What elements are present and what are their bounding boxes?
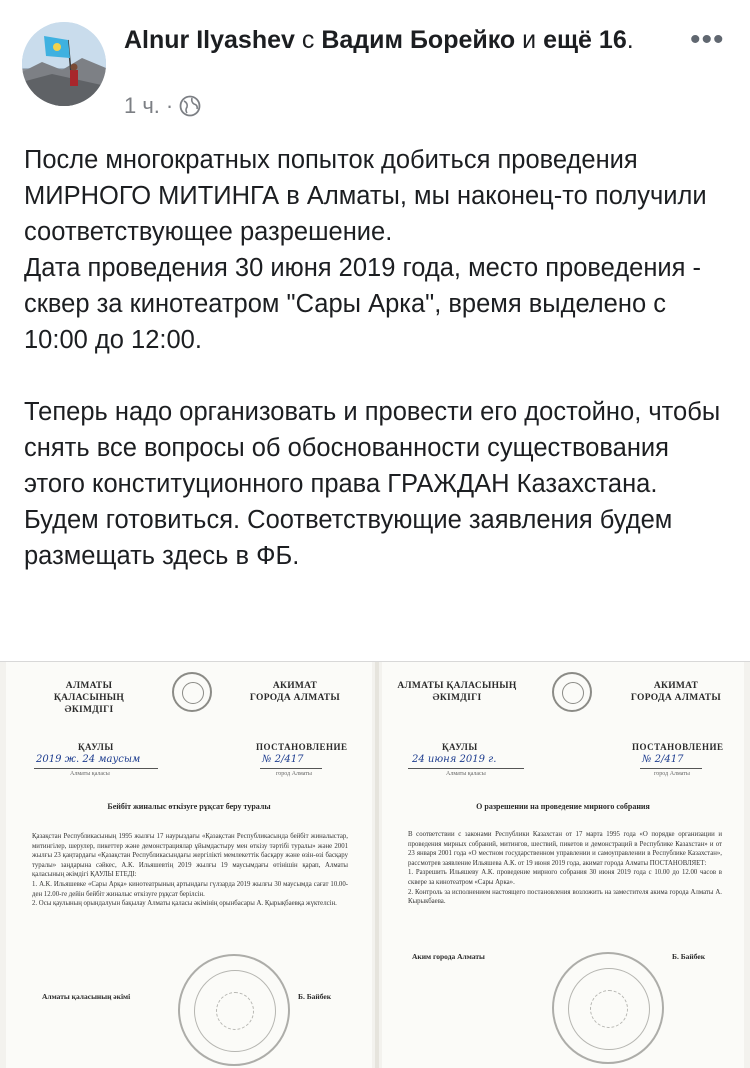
doc-number-handwritten: № 2/417 (642, 754, 684, 765)
doc-kind-left: ҚАУЛЫ (442, 742, 478, 752)
author-name[interactable]: Alnur Ilyashev (124, 26, 295, 54)
doc-date-handwritten: 2019 ж. 24 маусым (36, 754, 141, 765)
more-dots-icon[interactable]: ••• (690, 23, 725, 56)
doc-sign-name: Б. Байбек (298, 992, 332, 1001)
doc-title: Бейбіт жиналыс өткізуге рұқсат беру туралы (107, 802, 271, 811)
doc-header-right: АКИМАТ ГОРОДА АЛМАТЫ (249, 681, 341, 703)
post-photo[interactable] (0, 661, 750, 1068)
post-paragraph-1: После многократных попыток добиться проведения МИРНОГО МИТИНГА в Алматы, мы наконец-то получили соответствующее разрешение. (24, 146, 707, 246)
and-word: и (522, 26, 537, 54)
doc-sign-name: Б. Байбек (672, 952, 706, 961)
date-underline (408, 768, 524, 769)
doc-header-right: АКИМАТ ГОРОДА АЛМАТЫ (630, 681, 722, 703)
document-russian (382, 662, 744, 1068)
post-time[interactable]: 1 ч. (124, 93, 160, 118)
document-kazakh (6, 662, 372, 1068)
post-header (0, 0, 750, 130)
tagged-others[interactable]: ещё 16 (543, 26, 627, 54)
post-paragraph-3: Теперь надо организовать и провести его достойно, чтобы снять все вопросы об обоснованности существования этого конституционного права ГРАЖДАН Казахстана. Будем готовиться. Соответствующие заявления будем размещать здесь в ФБ. (24, 398, 721, 570)
doc-date-handwritten: 24 июня 2019 г. (412, 754, 497, 765)
stamp-seal (178, 954, 290, 1066)
doc-kind-left: ҚАУЛЫ (78, 742, 114, 752)
emblem-icon (552, 672, 592, 712)
doc-title: О разрешении на проведение мирного собрания (476, 802, 650, 811)
date-underline (34, 768, 158, 769)
globe-icon (179, 95, 201, 117)
period: . (626, 26, 634, 54)
tagged-person[interactable]: Вадим Борейко (321, 26, 516, 54)
doc-header-left: АЛМАТЫ ҚАЛАСЫНЫҢ ӘКІМДІГІ (53, 681, 125, 715)
author-line (124, 22, 664, 58)
meta-separator: · (165, 93, 174, 118)
photo-divider (375, 662, 379, 1068)
post-meta (124, 92, 201, 120)
avatar-image (22, 22, 106, 106)
doc-sign-title: Алматы қаласының әкімі (42, 992, 131, 1001)
emblem-icon (172, 672, 212, 712)
doc-number-handwritten: № 2/417 (262, 754, 304, 765)
doc-body: В соответствии с законами Республики Казахстан от 17 марта 1995 года «О порядке организации и проведения мирных собраний, митингов, шествий, пикетов и демонстраций в Республике Казахстан» и от 23 января 2001 года «О местном государственном управлении и самоуправлении в Республике Казахстан», рассмотрев заявление Ильяшева А.К. от 19 июня 2019 года, акимат города Алматы ПОСТАНОВЛЯЕТ: 1. Разрешить Ильяшеву А.К. проведение мирного собрания 30 июня 2019 года с 10.00 до 12.00 часов в сквере за кинотеатром «Сары Арка». 2. Контроль за исполнением настоящего постановления возложить на заместителя акима города Алматы А. Кырыкбаева. (408, 831, 722, 906)
post-paragraph-2: Дата проведения 30 июня 2019 года, место проведения - сквер за кинотеатром "Сары Арка", время выделено с 10:00 до 12:00. (24, 254, 702, 354)
number-underline (260, 768, 322, 769)
post-text (24, 142, 734, 574)
doc-kind-right: ПОСТАНОВЛЕНИЕ (256, 742, 348, 752)
avatar[interactable] (22, 22, 106, 106)
with-word: с (301, 26, 315, 54)
doc-city-right: город Алматы (654, 771, 690, 777)
doc-kind-right: ПОСТАНОВЛЕНИЕ (632, 742, 724, 752)
stamp-seal (552, 952, 664, 1064)
doc-city-left: Алматы қаласы (70, 771, 110, 777)
doc-city-left: Алматы қаласы (446, 771, 486, 777)
doc-city-right: город Алматы (276, 771, 312, 777)
doc-sign-title: Аким города Алматы (412, 952, 485, 961)
number-underline (640, 768, 702, 769)
doc-body: Қазақстан Республикасының 1995 жылғы 17 наурыздағы «Қазақстан Республикасында бейбіт жиналыстар, митингілер, шерулер, пикеттер және демонстрациялар ұйымдастыру мен өткізу тәртібі туралы» және 2001 жылғы 23 қаңтардағы «Қазақстан Республикасындағы жергілікті мемлекеттік басқару және өзін-өзі басқару туралы» заңдарына сәйкес, А.К. Ильяшевтің 2019 жылғы 19 маусымдағы өтінішін қарап, Алматы қаласының әкімдігі ҚАУЛЫ ЕТЕДІ: 1. А.К. Ильяшевке «Сары Арқа» кинотеатрының артындағы гүлзарда 2019 жылғы 30 маусымда сағат 10.00-ден 12.00-ге дейін бейбіт жиналыс өткізуге рұқсат берілсін. 2. Осы қаулының орындалуын бақылау Алматы қаласы әкімінің орынбасары А. Қырықбаевқа жүктелсін. (32, 833, 348, 908)
doc-header-left: АЛМАТЫ ҚАЛАСЫНЫҢ ӘКІМДІГІ (397, 681, 517, 703)
